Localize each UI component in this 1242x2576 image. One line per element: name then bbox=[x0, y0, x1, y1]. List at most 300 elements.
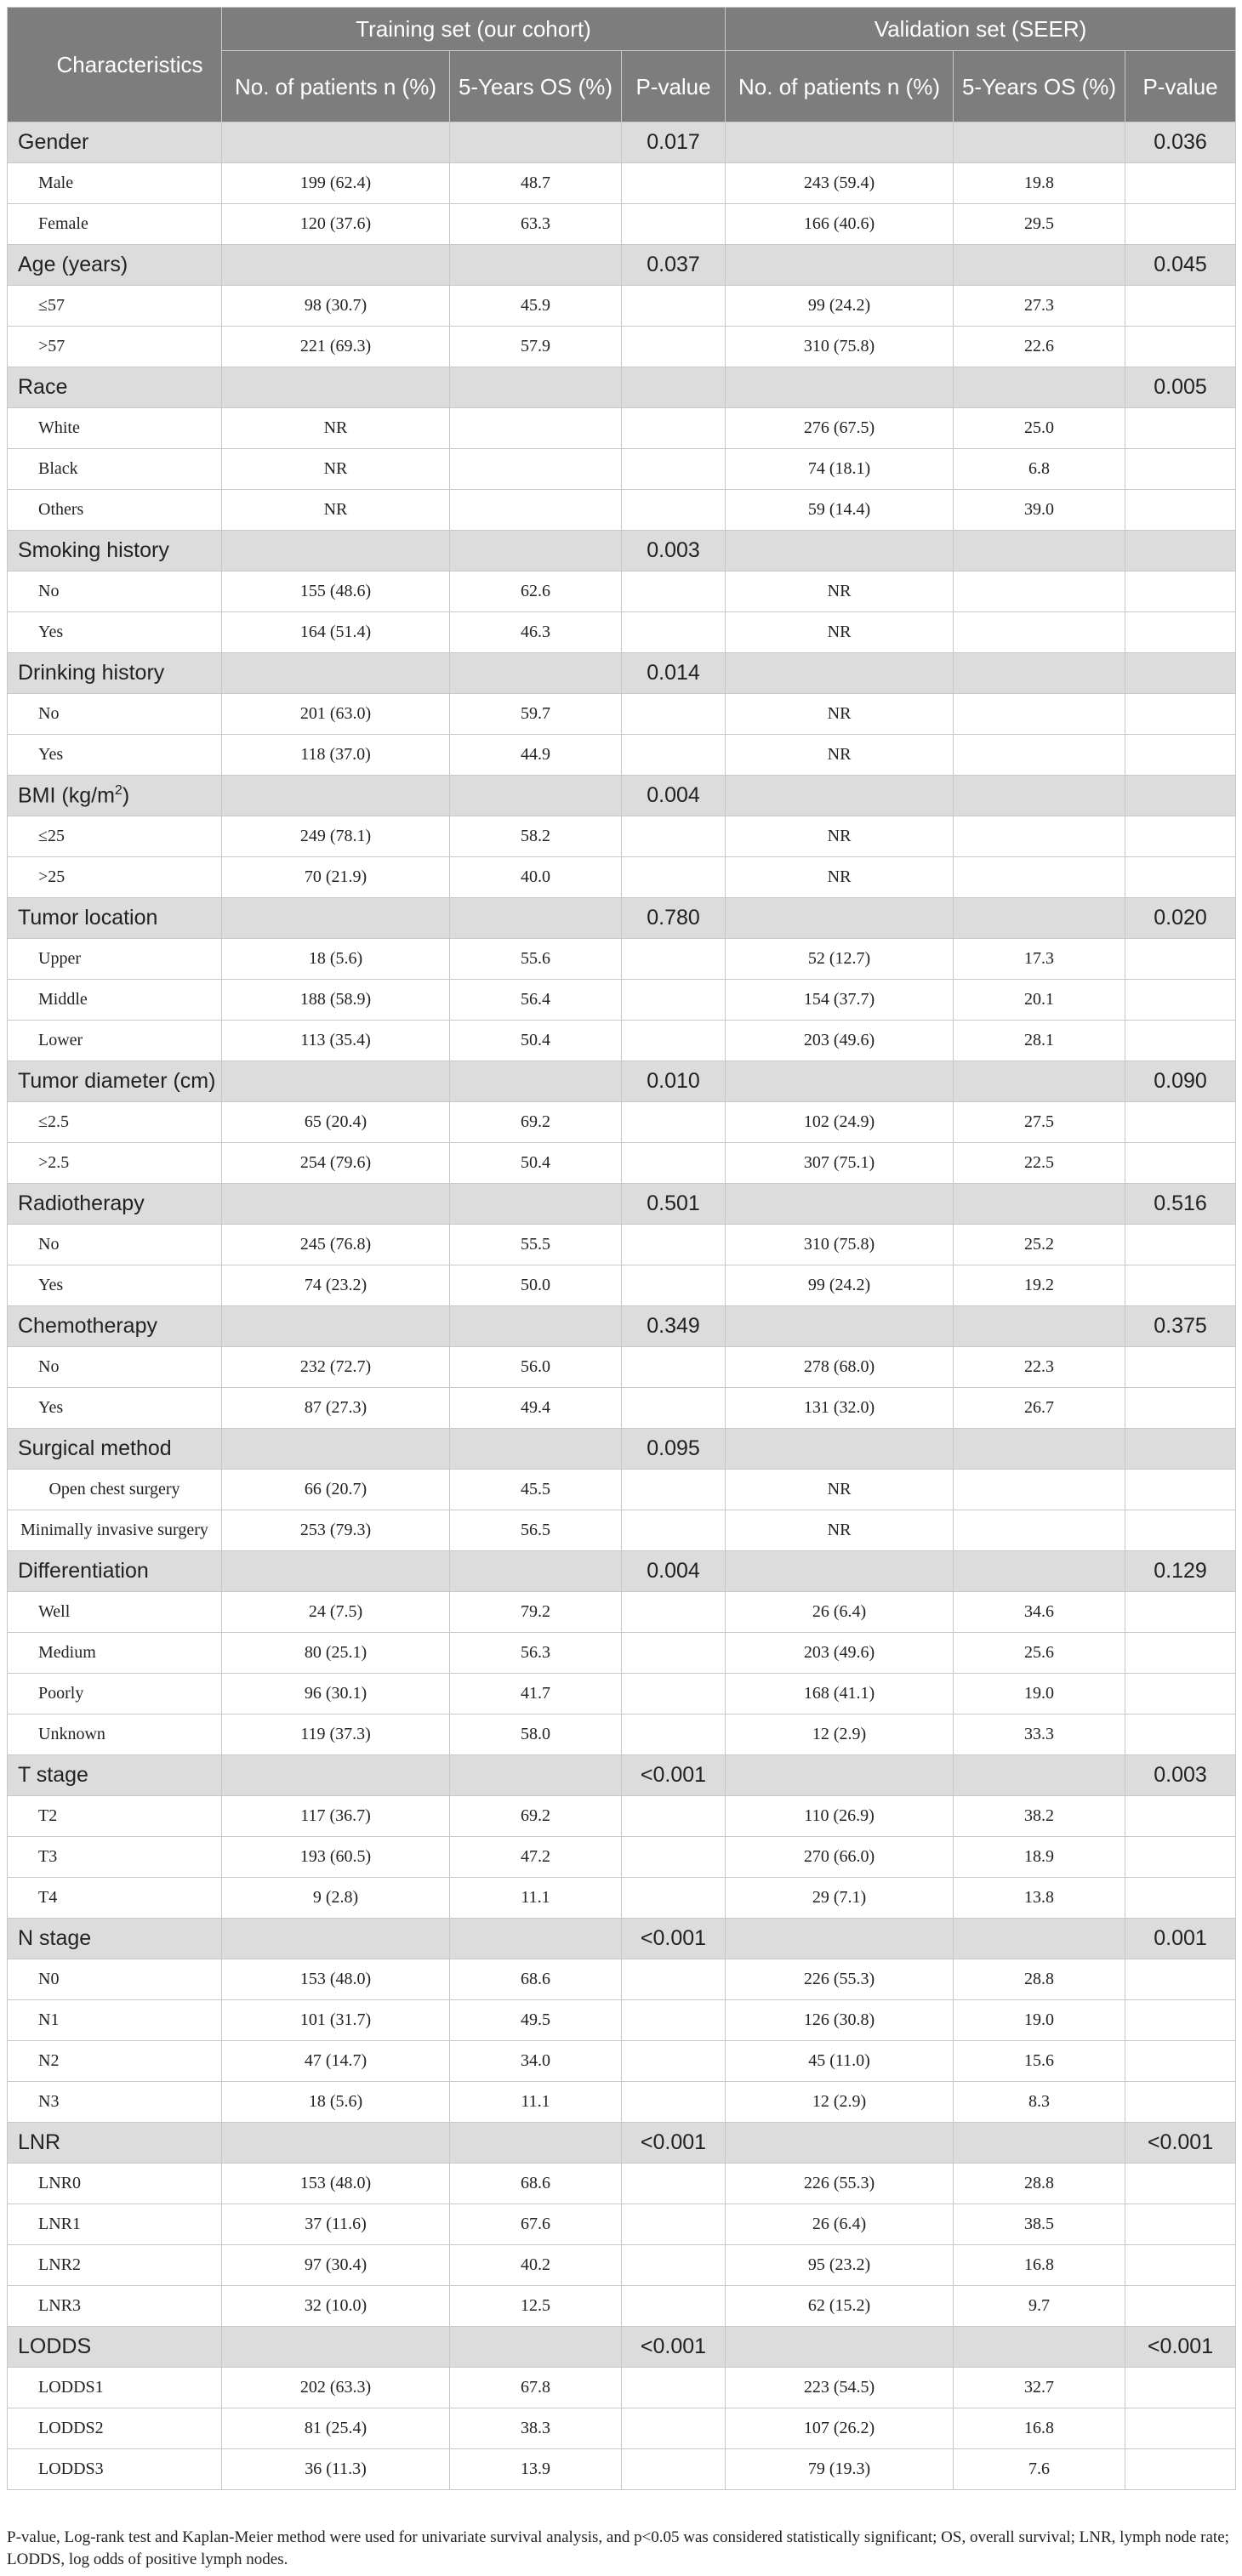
train-patients: NR bbox=[222, 490, 450, 531]
group-label-text: N stage bbox=[18, 1926, 92, 1950]
train-os: 48.7 bbox=[450, 163, 622, 204]
train-patients: 101 (31.7) bbox=[222, 2000, 450, 2041]
row-label: >57 bbox=[8, 327, 222, 367]
empty-cell bbox=[1125, 1143, 1236, 1184]
val-patients: 12 (2.9) bbox=[726, 1714, 954, 1755]
group-row bbox=[8, 531, 1236, 571]
val-patients: 310 (75.8) bbox=[726, 1225, 954, 1265]
train-patients: 199 (62.4) bbox=[222, 163, 450, 204]
empty-cell bbox=[622, 1674, 726, 1714]
empty-cell bbox=[954, 1306, 1125, 1347]
empty-cell bbox=[222, 1061, 450, 1102]
train-patients: 249 (78.1) bbox=[222, 816, 450, 857]
empty-cell bbox=[622, 2041, 726, 2082]
empty-cell bbox=[726, 122, 954, 163]
row-label: LODDS3 bbox=[8, 2449, 222, 2490]
val-os: 16.8 bbox=[954, 2408, 1125, 2449]
val-patients: 203 (49.6) bbox=[726, 1021, 954, 1061]
train-patients: 119 (37.3) bbox=[222, 1714, 450, 1755]
val-patients: NR bbox=[726, 571, 954, 612]
train-patients: 37 (11.6) bbox=[222, 2204, 450, 2245]
row-label: LNR0 bbox=[8, 2164, 222, 2204]
survival-table bbox=[7, 7, 1236, 2490]
empty-cell bbox=[222, 1429, 450, 1470]
table-row bbox=[8, 327, 1236, 367]
empty-cell bbox=[1125, 857, 1236, 898]
characteristics-header: Characteristics bbox=[8, 8, 222, 122]
empty-cell bbox=[222, 1306, 450, 1347]
train-pvalue: <0.001 bbox=[622, 2327, 726, 2368]
row-label: ≤57 bbox=[8, 286, 222, 327]
train-os: 58.2 bbox=[450, 816, 622, 857]
val-patients: 226 (55.3) bbox=[726, 2164, 954, 2204]
empty-cell bbox=[954, 245, 1125, 286]
empty-cell bbox=[622, 2164, 726, 2204]
group-label bbox=[8, 1919, 222, 1959]
row-label: N2 bbox=[8, 2041, 222, 2082]
train-patients: 202 (63.3) bbox=[222, 2368, 450, 2408]
empty-cell bbox=[222, 1755, 450, 1796]
empty-cell bbox=[726, 367, 954, 408]
val-os: 6.8 bbox=[954, 449, 1125, 490]
empty-cell bbox=[1125, 1959, 1236, 2000]
val-patients: 102 (24.9) bbox=[726, 1102, 954, 1143]
empty-cell bbox=[622, 980, 726, 1021]
row-label: Others bbox=[8, 490, 222, 531]
train-os: 55.6 bbox=[450, 939, 622, 980]
empty-cell bbox=[622, 408, 726, 449]
val-os: 22.3 bbox=[954, 1347, 1125, 1388]
val-patients: 270 (66.0) bbox=[726, 1837, 954, 1878]
row-label: Yes bbox=[8, 735, 222, 776]
val-os: 13.8 bbox=[954, 1878, 1125, 1919]
train-os: 57.9 bbox=[450, 327, 622, 367]
group-row bbox=[8, 1429, 1236, 1470]
table-row bbox=[8, 1265, 1236, 1306]
empty-cell bbox=[1125, 327, 1236, 367]
train-os: 49.5 bbox=[450, 2000, 622, 2041]
empty-cell bbox=[954, 1919, 1125, 1959]
train-os: 50.4 bbox=[450, 1143, 622, 1184]
empty-cell bbox=[450, 898, 622, 939]
val-pvalue: <0.001 bbox=[1125, 2327, 1236, 2368]
val-patients: NR bbox=[726, 816, 954, 857]
table-row bbox=[8, 1837, 1236, 1878]
row-label: Yes bbox=[8, 612, 222, 653]
train-os: 46.3 bbox=[450, 612, 622, 653]
empty-cell bbox=[1125, 1347, 1236, 1388]
empty-cell bbox=[954, 898, 1125, 939]
empty-cell bbox=[1125, 2245, 1236, 2286]
group-label-text: Race bbox=[18, 375, 68, 399]
row-label: >25 bbox=[8, 857, 222, 898]
table-row bbox=[8, 2082, 1236, 2123]
val-pvalue: 0.003 bbox=[1125, 1755, 1236, 1796]
empty-cell bbox=[622, 1265, 726, 1306]
empty-cell bbox=[1125, 2000, 1236, 2041]
train-patients: 24 (7.5) bbox=[222, 1592, 450, 1633]
empty-cell bbox=[622, 2408, 726, 2449]
group-label-superscript: 2 bbox=[114, 782, 122, 798]
group-label bbox=[8, 1551, 222, 1592]
train-os: 45.9 bbox=[450, 286, 622, 327]
group-label bbox=[8, 1184, 222, 1225]
empty-cell bbox=[222, 1919, 450, 1959]
train-os bbox=[450, 490, 622, 531]
val-os: 28.1 bbox=[954, 1021, 1125, 1061]
empty-cell bbox=[1125, 735, 1236, 776]
val-os: 27.3 bbox=[954, 286, 1125, 327]
empty-cell bbox=[1125, 286, 1236, 327]
empty-cell bbox=[1125, 2286, 1236, 2327]
group-label-text: Drinking history bbox=[18, 661, 165, 685]
group-row bbox=[8, 1306, 1236, 1347]
row-label: Medium bbox=[8, 1633, 222, 1674]
row-label: Middle bbox=[8, 980, 222, 1021]
train-os-header: 5-Years OS (%) bbox=[450, 51, 622, 122]
table-row bbox=[8, 1021, 1236, 1061]
empty-cell bbox=[954, 1184, 1125, 1225]
row-label: Yes bbox=[8, 1388, 222, 1429]
empty-cell bbox=[1125, 1225, 1236, 1265]
train-patients: 36 (11.3) bbox=[222, 2449, 450, 2490]
table-row bbox=[8, 1959, 1236, 2000]
train-os: 45.5 bbox=[450, 1470, 622, 1510]
empty-cell bbox=[450, 531, 622, 571]
val-pvalue: 0.129 bbox=[1125, 1551, 1236, 1592]
train-patients: 155 (48.6) bbox=[222, 571, 450, 612]
row-label: LNR3 bbox=[8, 2286, 222, 2327]
val-os-header: 5-Years OS (%) bbox=[954, 51, 1125, 122]
row-label: Open chest surgery bbox=[8, 1470, 222, 1510]
row-label: Unknown bbox=[8, 1714, 222, 1755]
row-label: N0 bbox=[8, 1959, 222, 2000]
table-row bbox=[8, 2286, 1236, 2327]
row-label: No bbox=[8, 1347, 222, 1388]
table-row bbox=[8, 1388, 1236, 1429]
empty-cell bbox=[726, 1755, 954, 1796]
train-patients: 153 (48.0) bbox=[222, 1959, 450, 2000]
val-os: 38.2 bbox=[954, 1796, 1125, 1837]
empty-cell bbox=[1125, 1102, 1236, 1143]
train-os: 47.2 bbox=[450, 1837, 622, 1878]
empty-cell bbox=[1125, 490, 1236, 531]
train-patients: 74 (23.2) bbox=[222, 1265, 450, 1306]
val-os: 25.0 bbox=[954, 408, 1125, 449]
empty-cell bbox=[726, 1919, 954, 1959]
empty-cell bbox=[1125, 1878, 1236, 1919]
train-pvalue-header: P-value bbox=[622, 51, 726, 122]
empty-cell bbox=[450, 245, 622, 286]
train-os: 68.6 bbox=[450, 2164, 622, 2204]
empty-cell bbox=[622, 735, 726, 776]
group-label-text: BMI (kg/m bbox=[18, 783, 115, 808]
empty-cell bbox=[622, 286, 726, 327]
table-row bbox=[8, 1347, 1236, 1388]
train-os: 56.4 bbox=[450, 980, 622, 1021]
train-patients: 81 (25.4) bbox=[222, 2408, 450, 2449]
empty-cell bbox=[622, 1347, 726, 1388]
empty-cell bbox=[1125, 1796, 1236, 1837]
train-os: 12.5 bbox=[450, 2286, 622, 2327]
empty-cell bbox=[622, 612, 726, 653]
empty-cell bbox=[726, 1551, 954, 1592]
val-patients: NR bbox=[726, 1510, 954, 1551]
empty-cell bbox=[450, 1755, 622, 1796]
train-os: 59.7 bbox=[450, 694, 622, 735]
empty-cell bbox=[450, 1061, 622, 1102]
empty-cell bbox=[1125, 1265, 1236, 1306]
val-patients: NR bbox=[726, 857, 954, 898]
group-row bbox=[8, 1551, 1236, 1592]
table-row bbox=[8, 612, 1236, 653]
group-label bbox=[8, 245, 222, 286]
empty-cell bbox=[1125, 204, 1236, 245]
val-os: 19.0 bbox=[954, 1674, 1125, 1714]
empty-cell bbox=[1125, 1592, 1236, 1633]
val-os: 19.2 bbox=[954, 1265, 1125, 1306]
train-patients: 221 (69.3) bbox=[222, 327, 450, 367]
val-os: 17.3 bbox=[954, 939, 1125, 980]
row-label: White bbox=[8, 408, 222, 449]
empty-cell bbox=[726, 2327, 954, 2368]
train-os: 13.9 bbox=[450, 2449, 622, 2490]
val-patients: 99 (24.2) bbox=[726, 1265, 954, 1306]
row-label: LNR1 bbox=[8, 2204, 222, 2245]
table-row bbox=[8, 735, 1236, 776]
train-pvalue: <0.001 bbox=[622, 1755, 726, 1796]
train-pvalue: 0.010 bbox=[622, 1061, 726, 1102]
group-label bbox=[8, 1306, 222, 1347]
val-patients: 166 (40.6) bbox=[726, 204, 954, 245]
empty-cell bbox=[1125, 612, 1236, 653]
table-row bbox=[8, 1878, 1236, 1919]
train-patients: 245 (76.8) bbox=[222, 1225, 450, 1265]
train-os: 44.9 bbox=[450, 735, 622, 776]
empty-cell bbox=[726, 653, 954, 694]
train-os: 50.4 bbox=[450, 1021, 622, 1061]
train-patients: NR bbox=[222, 449, 450, 490]
empty-cell bbox=[622, 1225, 726, 1265]
val-patients: 12 (2.9) bbox=[726, 2082, 954, 2123]
table-row bbox=[8, 1102, 1236, 1143]
empty-cell bbox=[954, 122, 1125, 163]
val-os bbox=[954, 857, 1125, 898]
group-label-text: Age (years) bbox=[18, 253, 128, 276]
empty-cell bbox=[726, 245, 954, 286]
val-pvalue bbox=[1125, 531, 1236, 571]
table-row bbox=[8, 2041, 1236, 2082]
train-os: 68.6 bbox=[450, 1959, 622, 2000]
train-pvalue: 0.003 bbox=[622, 531, 726, 571]
val-pvalue: 0.045 bbox=[1125, 245, 1236, 286]
empty-cell bbox=[1125, 1021, 1236, 1061]
empty-cell bbox=[1125, 571, 1236, 612]
empty-cell bbox=[450, 776, 622, 816]
train-patients: 66 (20.7) bbox=[222, 1470, 450, 1510]
val-os: 27.5 bbox=[954, 1102, 1125, 1143]
train-os bbox=[450, 449, 622, 490]
val-os bbox=[954, 612, 1125, 653]
row-label: N1 bbox=[8, 2000, 222, 2041]
train-pvalue: <0.001 bbox=[622, 2123, 726, 2164]
group-label bbox=[8, 898, 222, 939]
train-os: 67.8 bbox=[450, 2368, 622, 2408]
row-label: T2 bbox=[8, 1796, 222, 1837]
empty-cell bbox=[1125, 980, 1236, 1021]
val-patients: 126 (30.8) bbox=[726, 2000, 954, 2041]
train-os: 55.5 bbox=[450, 1225, 622, 1265]
group-label bbox=[8, 1061, 222, 1102]
train-patients: 117 (36.7) bbox=[222, 1796, 450, 1837]
empty-cell bbox=[622, 1796, 726, 1837]
val-patients: 26 (6.4) bbox=[726, 1592, 954, 1633]
table-row bbox=[8, 2204, 1236, 2245]
empty-cell bbox=[450, 367, 622, 408]
empty-cell bbox=[1125, 163, 1236, 204]
train-pvalue: 0.349 bbox=[622, 1306, 726, 1347]
train-os: 79.2 bbox=[450, 1592, 622, 1633]
val-patients: NR bbox=[726, 735, 954, 776]
val-os: 15.6 bbox=[954, 2041, 1125, 2082]
val-patients: 203 (49.6) bbox=[726, 1633, 954, 1674]
val-os: 38.5 bbox=[954, 2204, 1125, 2245]
group-label-text: Differentiation bbox=[18, 1559, 149, 1583]
empty-cell bbox=[622, 327, 726, 367]
group-label-text: Chemotherapy bbox=[18, 1314, 157, 1338]
table-row bbox=[8, 163, 1236, 204]
train-patients: 18 (5.6) bbox=[222, 2082, 450, 2123]
group-row bbox=[8, 2327, 1236, 2368]
val-pvalue: 0.375 bbox=[1125, 1306, 1236, 1347]
empty-cell bbox=[622, 490, 726, 531]
row-label: LNR2 bbox=[8, 2245, 222, 2286]
train-patients: 193 (60.5) bbox=[222, 1837, 450, 1878]
val-os: 19.8 bbox=[954, 163, 1125, 204]
val-patients: 110 (26.9) bbox=[726, 1796, 954, 1837]
train-os: 40.0 bbox=[450, 857, 622, 898]
train-patients: 201 (63.0) bbox=[222, 694, 450, 735]
train-os: 56.5 bbox=[450, 1510, 622, 1551]
val-os: 28.8 bbox=[954, 2164, 1125, 2204]
empty-cell bbox=[954, 1429, 1125, 1470]
val-os: 20.1 bbox=[954, 980, 1125, 1021]
empty-cell bbox=[622, 2204, 726, 2245]
val-os: 22.5 bbox=[954, 1143, 1125, 1184]
train-pvalue: 0.004 bbox=[622, 776, 726, 816]
val-os: 22.6 bbox=[954, 327, 1125, 367]
train-patients: 97 (30.4) bbox=[222, 2245, 450, 2286]
table-row bbox=[8, 1470, 1236, 1510]
table-row bbox=[8, 694, 1236, 735]
empty-cell bbox=[622, 1592, 726, 1633]
empty-cell bbox=[222, 776, 450, 816]
group-label-text: Smoking history bbox=[18, 538, 169, 562]
train-os: 56.3 bbox=[450, 1633, 622, 1674]
empty-cell bbox=[622, 939, 726, 980]
empty-cell bbox=[1125, 694, 1236, 735]
empty-cell bbox=[622, 1021, 726, 1061]
table-footnote: P-value, Log-rank test and Kaplan-Meier method were used for univariate survival analysis, and p<0.05 was considered statistically significant; OS, overall survival; LNR, lymph node rate; LODDS, log odds of positive lymph nodes. bbox=[7, 2528, 1229, 2568]
group-row bbox=[8, 245, 1236, 286]
table-row bbox=[8, 490, 1236, 531]
empty-cell bbox=[622, 2449, 726, 2490]
train-patients: 164 (51.4) bbox=[222, 612, 450, 653]
group-label-text: Radiotherapy bbox=[18, 1191, 145, 1215]
group-row bbox=[8, 898, 1236, 939]
empty-cell bbox=[622, 1714, 726, 1755]
empty-cell bbox=[726, 1061, 954, 1102]
val-os bbox=[954, 1510, 1125, 1551]
empty-cell bbox=[222, 1551, 450, 1592]
train-pvalue: 0.004 bbox=[622, 1551, 726, 1592]
empty-cell bbox=[1125, 2204, 1236, 2245]
empty-cell bbox=[726, 898, 954, 939]
train-patients: 70 (21.9) bbox=[222, 857, 450, 898]
val-pvalue-header: P-value bbox=[1125, 51, 1236, 122]
empty-cell bbox=[726, 2123, 954, 2164]
empty-cell bbox=[222, 122, 450, 163]
row-label: LODDS2 bbox=[8, 2408, 222, 2449]
group-row bbox=[8, 367, 1236, 408]
empty-cell bbox=[622, 204, 726, 245]
train-os: 38.3 bbox=[450, 2408, 622, 2449]
group-row bbox=[8, 1061, 1236, 1102]
train-os: 69.2 bbox=[450, 1102, 622, 1143]
table-row bbox=[8, 1225, 1236, 1265]
empty-cell bbox=[1125, 1510, 1236, 1551]
empty-cell bbox=[450, 1919, 622, 1959]
empty-cell bbox=[622, 449, 726, 490]
row-label: >2.5 bbox=[8, 1143, 222, 1184]
group-label bbox=[8, 776, 222, 816]
empty-cell bbox=[450, 1551, 622, 1592]
empty-cell bbox=[1125, 1470, 1236, 1510]
empty-cell bbox=[622, 2286, 726, 2327]
empty-cell bbox=[450, 1184, 622, 1225]
group-label-text: Tumor location bbox=[18, 906, 158, 930]
table-row bbox=[8, 571, 1236, 612]
empty-cell bbox=[222, 653, 450, 694]
train-pvalue: 0.095 bbox=[622, 1429, 726, 1470]
group-label bbox=[8, 1755, 222, 1796]
empty-cell bbox=[726, 776, 954, 816]
row-label: Male bbox=[8, 163, 222, 204]
train-patients: 253 (79.3) bbox=[222, 1510, 450, 1551]
val-os: 26.7 bbox=[954, 1388, 1125, 1429]
empty-cell bbox=[622, 571, 726, 612]
empty-cell bbox=[954, 2327, 1125, 2368]
val-pvalue: 0.005 bbox=[1125, 367, 1236, 408]
val-os: 34.6 bbox=[954, 1592, 1125, 1633]
train-patients: 188 (58.9) bbox=[222, 980, 450, 1021]
train-patients: 32 (10.0) bbox=[222, 2286, 450, 2327]
empty-cell bbox=[622, 1470, 726, 1510]
train-os: 41.7 bbox=[450, 1674, 622, 1714]
table-row bbox=[8, 2164, 1236, 2204]
empty-cell bbox=[726, 1306, 954, 1347]
empty-cell bbox=[622, 163, 726, 204]
table-row bbox=[8, 408, 1236, 449]
empty-cell bbox=[622, 1633, 726, 1674]
empty-cell bbox=[1125, 2449, 1236, 2490]
empty-cell bbox=[1125, 1388, 1236, 1429]
train-patients: 254 (79.6) bbox=[222, 1143, 450, 1184]
empty-cell bbox=[222, 2327, 450, 2368]
group-row bbox=[8, 1919, 1236, 1959]
row-label: Well bbox=[8, 1592, 222, 1633]
empty-cell bbox=[450, 1306, 622, 1347]
